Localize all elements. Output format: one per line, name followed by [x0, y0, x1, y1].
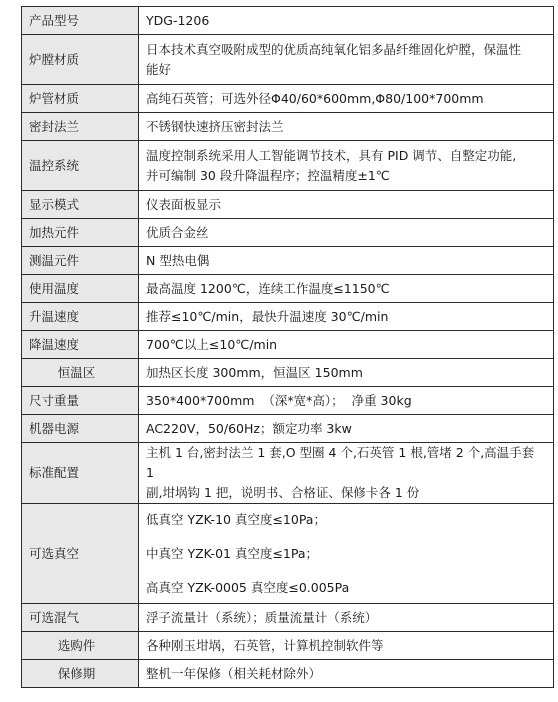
- row-label: 降温速度: [22, 331, 139, 359]
- table-row: [22, 219, 554, 247]
- value-line: 日本技术真空吸附成型的优质高纯氧化铝多晶纤维固化炉膛，保温性: [146, 41, 522, 57]
- row-label: 加热元件: [22, 219, 139, 247]
- row-value: [139, 303, 554, 331]
- value-line: 温度控制系统采用人工智能调节技术，具有 PID 调节、自整定功能,: [146, 147, 517, 163]
- table-row: [22, 35, 554, 85]
- value-line: 主机 1 台,密封法兰 1 套,O 型圈 4 个,石英管 1 根,管堵 2 个,高温手套 1: [146, 445, 535, 480]
- table-row: [22, 443, 554, 504]
- table-row: [22, 85, 554, 113]
- row-value: [139, 504, 554, 604]
- table-row: [22, 247, 554, 275]
- product-spec-table: [21, 6, 554, 688]
- value-line: 整机一年保修（相关耗材除外）: [146, 665, 322, 681]
- value-line: 并可编制 30 段升降温程序；控温精度±1℃: [146, 167, 390, 183]
- value-line: 加热区长度 300mm，恒温区 150mm: [146, 364, 363, 380]
- value-line: 优质合金丝: [146, 224, 209, 240]
- table-row: [22, 331, 554, 359]
- value-line: 350*400*700mm （深*宽*高）； 净重 30kg: [146, 392, 412, 408]
- value-line: 最高温度 1200℃，连续工作温度≤1150℃: [146, 280, 390, 296]
- row-value: [139, 113, 554, 141]
- row-value: [139, 632, 554, 660]
- value-line: 浮子流量计（系统）；质量流量计（系统）: [146, 609, 378, 625]
- row-value: [139, 660, 554, 688]
- row-value: [139, 219, 554, 247]
- row-label: 保修期: [22, 660, 139, 688]
- row-label: 升温速度: [22, 303, 139, 331]
- table-row: [22, 359, 554, 387]
- value-line: 能好: [146, 61, 172, 77]
- row-label: 炉管材质: [22, 85, 139, 113]
- row-value: [139, 275, 554, 303]
- table-row: [22, 504, 554, 604]
- value-line: 仪表面板显示: [146, 196, 222, 212]
- row-label: 可选混气: [22, 604, 139, 632]
- row-label: 使用温度: [22, 275, 139, 303]
- table-row: [22, 191, 554, 219]
- value-line: 副,坩埚钩 1 把，说明书、合格证、保修卡各 1 份: [146, 485, 420, 500]
- row-label: 炉膛材质: [22, 35, 139, 85]
- value-line: 各种刚玉坩埚，石英管，计算机控制软件等: [146, 637, 384, 653]
- value-line: 高真空 YZK-0005 真空度≤0.005Pa: [146, 579, 350, 595]
- value-line: 中真空 YZK-01 真空度≤1Pa；: [146, 545, 319, 561]
- row-value: [139, 387, 554, 415]
- row-label: 恒温区: [22, 359, 139, 387]
- table-row: [22, 7, 554, 35]
- table-row: [22, 113, 554, 141]
- row-value: [139, 415, 554, 443]
- value-line: YDG-1206: [146, 12, 210, 28]
- value-line: 高纯石英管；可选外径Φ40/60*600mm,Φ80/100*700mm: [146, 90, 484, 106]
- table-row: [22, 604, 554, 632]
- table-row: [22, 303, 554, 331]
- table-row: [22, 632, 554, 660]
- row-label: 尺寸重量: [22, 387, 139, 415]
- row-value: [139, 247, 554, 275]
- value-line: AC220V，50/60Hz；额定功率 3kw: [146, 420, 352, 436]
- value-line: 700℃以上≤10℃/min: [146, 336, 278, 352]
- row-label: 温控系统: [22, 141, 139, 191]
- row-label: 机器电源: [22, 415, 139, 443]
- row-value: [139, 85, 554, 113]
- row-value: [139, 443, 554, 504]
- row-value: [139, 35, 554, 85]
- row-label: 选购件: [22, 632, 139, 660]
- row-label: 测温元件: [22, 247, 139, 275]
- value-line: N 型热电偶: [146, 252, 210, 268]
- row-label: 可选真空: [22, 504, 139, 604]
- row-value: [139, 191, 554, 219]
- row-value: [139, 141, 554, 191]
- table-row: [22, 275, 554, 303]
- table-row: [22, 387, 554, 415]
- table-row: [22, 660, 554, 688]
- row-label: 显示模式: [22, 191, 139, 219]
- row-value: [139, 7, 554, 35]
- value-line: 低真空 YZK-10 真空度≤10Pa；: [146, 511, 326, 527]
- row-label: 标准配置: [22, 443, 139, 504]
- row-value: [139, 604, 554, 632]
- row-value: [139, 359, 554, 387]
- row-value: [139, 331, 554, 359]
- row-label: 密封法兰: [22, 113, 139, 141]
- table-row: [22, 415, 554, 443]
- table-row: [22, 141, 554, 191]
- value-line: 不锈钢快速挤压密封法兰: [146, 118, 284, 134]
- value-line: 推荐≤10℃/min，最快升温速度 30℃/min: [146, 308, 389, 324]
- row-label: 产品型号: [22, 7, 139, 35]
